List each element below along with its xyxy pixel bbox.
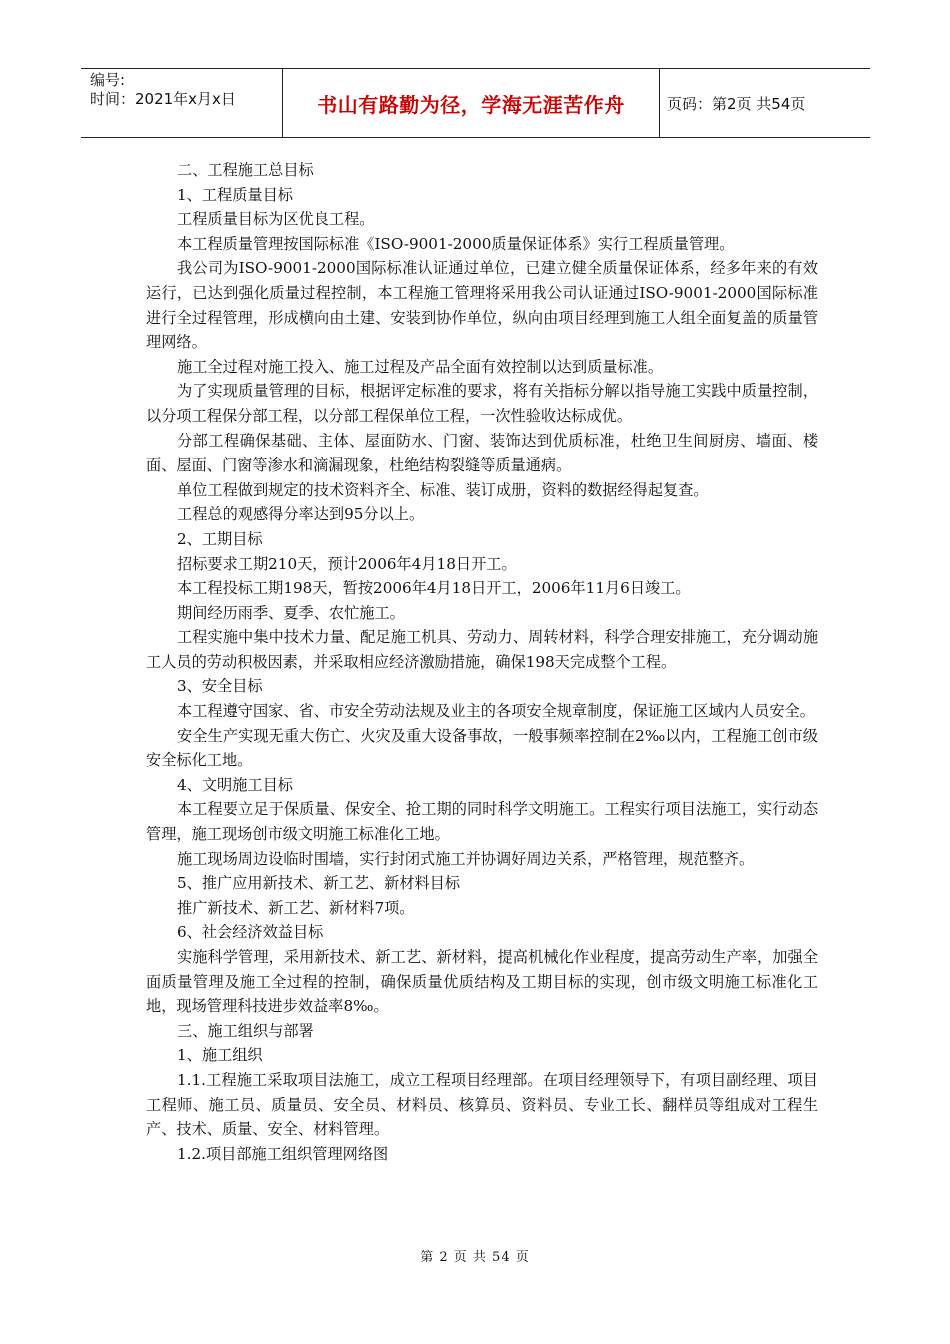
paragraph: 施工全过程对施工投入、施工过程及产品全面有效控制以达到质量标准。 [177, 357, 663, 376]
paragraph: 招标要求工期210天，预计2006年4月18日开工。 [177, 554, 517, 573]
subsection-heading: 1、施工组织 [177, 1046, 263, 1065]
document-number-label: 编号: [90, 71, 126, 89]
paragraph: 实施科学管理，采用新技术、新工艺、新材料，提高机械化作业程度，提高劳动生产率，加强全面质量管理及施工全过程的控制，确保质量优质结构及工期目标的实现，创市级文明施工标准化工地，现场管理科技进步效益率8‰。 [146, 948, 818, 1016]
header-motto-cell [282, 69, 660, 137]
paragraph: 工程总的观感得分率达到95分以上。 [177, 505, 425, 524]
document-body [146, 158, 818, 1166]
paragraph: 施工现场周边设临时围墙，实行封闭式施工并协调好周边关系，严格管理，规范整齐。 [177, 849, 755, 868]
paragraph: 工程实施中集中技术力量、配足施工机具、劳动力、周转材料，科学合理安排施工，充分调动施工人员的劳动积极因素，并采取相应经济激励措施，确保198天完成整个工程。 [146, 628, 818, 671]
paragraph: 本工程投标工期198天，暂按2006年4月18日开工，2006年11月6日竣工。 [177, 579, 691, 598]
paragraph: 推广新技术、新工艺、新材料7项。 [177, 898, 415, 917]
page-header [81, 68, 870, 138]
subsection-heading: 5、推广应用新技术、新工艺、新材料目标 [177, 874, 461, 893]
section-heading: 三、施工组织与部署 [177, 1021, 314, 1040]
subsection-heading: 6、社会经济效益目标 [177, 923, 324, 942]
subsection-heading: 2、工期目标 [177, 529, 263, 548]
paragraph: 期间经历雨季、夏季、农忙施工。 [177, 603, 405, 622]
paragraph: 单位工程做到规定的技术资料齐全、标准、装订成册，资料的数据经得起复查。 [177, 480, 709, 499]
paragraph: 本工程质量管理按国际标准《ISO-9001-2000质量保证体系》实行工程质量管理。 [177, 234, 735, 253]
paragraph: 1.1.工程施工采取项目法施工，成立工程项目经理部。在项目经理领导下，有项目副经理、项目工程师、施工员、质量员、安全员、材料员、核算员、资料员、专业工长、翻样员等组成对工程生产、技术、质量、安全、材料管理。 [146, 1070, 818, 1139]
header-meta [81, 69, 281, 137]
paragraph: 分部工程确保基础、主体、屋面防水、门窗、装饰达到优质标准，杜绝卫生间厨房、墙面、楼面、屋面、门窗等渗水和滴漏现象，杜绝结构裂缝等质量通病。 [146, 431, 818, 475]
paragraph: 工程质量目标为区优良工程。 [177, 210, 375, 229]
subsection-heading: 1、工程质量目标 [177, 185, 293, 204]
paragraph: 我公司为ISO-9001-2000国际标准认证通过单位，已建立健全质量保证体系，经多年来的有效运行，已达到强化质量过程控制，本工程施工管理将采用我公司认证通过ISO-9001-2000国际标准进行全过程管理，形成横向由土建、安装到协作单位，纵向由项目经理到施工人组全面复盖的质量管理网络。 [146, 259, 818, 352]
header-page-label: 页码：第2页 共54页 [667, 94, 806, 113]
section-heading: 二、工程施工总目标 [177, 161, 314, 179]
subsection-heading: 3、安全目标 [177, 677, 263, 696]
header-page-cell [661, 69, 870, 137]
header-motto: 书山有路勤为径，学海无涯苦作舟 [317, 92, 625, 117]
paragraph: 为了实现质量管理的目标，根据评定标准的要求，将有关指标分解以指导施工实践中质量控制，以分项工程保分部工程，以分部工程保单位工程，一次性验收达标成优。 [146, 382, 818, 425]
subsection-heading: 4、文明施工目标 [177, 775, 293, 794]
document-time-label: 时间：2021年x月x日 [90, 90, 236, 108]
paragraph: 安全生产实现无重大伤亡、火灾及重大设备事故，一般事频率控制在2‰以内，工程施工创市级安全标化工地。 [146, 726, 818, 770]
paragraph: 本工程遵守国家、省、市安全劳动法规及业主的各项安全规章制度，保证施工区域内人员安全。 [177, 702, 815, 721]
page-footer: 第 2 页 共 54 页 [420, 1250, 530, 1265]
paragraph: 本工程要立足于保质量、保安全、抢工期的同时科学文明施工。工程实行项目法施工，实行动态管理，施工现场创市级文明施工标准化工地。 [146, 800, 818, 844]
paragraph: 1.2.项目部施工组织管理网络图 [177, 1144, 389, 1163]
